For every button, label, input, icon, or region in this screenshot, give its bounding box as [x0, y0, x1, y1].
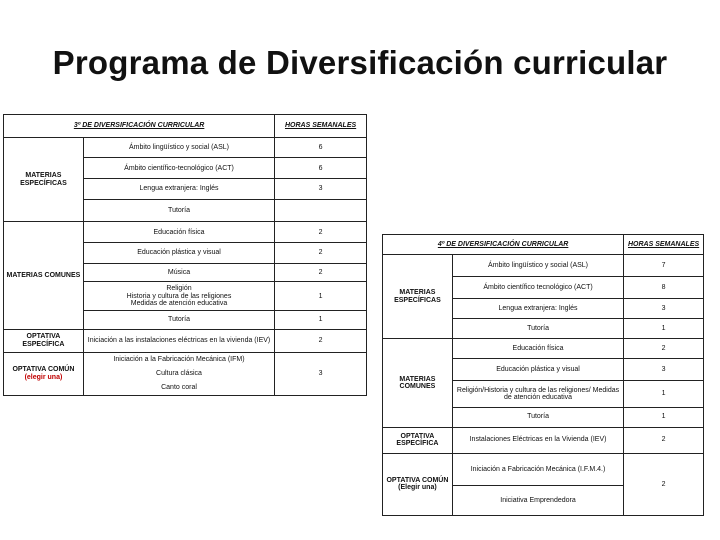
group-label: MATERIAS ESPECÍFICAS: [4, 137, 84, 222]
hours-cell: 1: [624, 407, 704, 427]
table-header: 3º DE DIVERSIFICACIÓN CURRICULAR: [4, 115, 275, 138]
hours-cell: 2: [624, 427, 704, 453]
hours-cell: [275, 199, 367, 222]
table-header: 4º DE DIVERSIFICACIÓN CURRICULAR: [383, 235, 624, 255]
table-3-diversificacion: [3, 114, 367, 396]
subject-cell: Iniciativa Emprendedora: [452, 485, 623, 515]
group-label-optativa-comun: [4, 352, 84, 395]
subject-cell: Educación plástica y visual: [452, 359, 623, 381]
hours-cell: 2: [275, 243, 367, 264]
subject-cell: Ámbito científico tecnológico (ACT): [452, 277, 623, 299]
subject-cell: Tutoría: [452, 407, 623, 427]
subject-cell: Lengua extranjera: Inglés: [452, 299, 623, 319]
group-note: (elegir una): [24, 373, 63, 381]
hours-cell: 3: [624, 299, 704, 319]
table-4-diversificacion: [382, 234, 704, 516]
subject-cell: Iniciación a la Fabricación Mecánica (IFM): [83, 352, 274, 366]
page-title: Programa de Diversificación curricular: [52, 44, 668, 81]
subject-cell: Ámbito lingüístico y social (ASL): [83, 137, 274, 158]
hours-header: HORAS SEMANALES: [275, 115, 367, 138]
subject-cell: Educación plástica y visual: [83, 243, 274, 264]
hours-cell: 2: [275, 329, 367, 352]
subject-cell: Religión/Historia y cultura de las religiones/ Medidas de atención educativa: [452, 381, 623, 407]
subject-cell: Iniciación a Fabricación Mecánica (I.F.M.4.): [452, 453, 623, 485]
subject-cell: Cultura clásica: [83, 367, 274, 381]
group-label: OPTATIVA ESPECÍFICA: [4, 329, 84, 352]
hours-cell: 2: [624, 453, 704, 515]
hours-cell: 2: [275, 222, 367, 243]
hours-cell: 1: [275, 282, 367, 311]
subject-cell: Canto coral: [83, 381, 274, 396]
hours-cell: 6: [275, 158, 367, 179]
subject-cell: Religión Historia y cultura de las religiones Medidas de atención educativa: [83, 282, 274, 311]
group-label: OPTATIVA COMÚN: [386, 477, 449, 484]
subject-cell: Tutoría: [83, 311, 274, 330]
hours-cell: 2: [624, 339, 704, 359]
group-label: OPTATIVA COMÚN: [12, 366, 75, 374]
group-note: (Elegir una): [398, 484, 437, 492]
group-label: MATERIAS COMUNES: [4, 222, 84, 329]
hours-header: HORAS SEMANALES: [624, 235, 704, 255]
hours-cell: 6: [275, 137, 367, 158]
subject-cell: Tutoría: [452, 319, 623, 339]
hours-cell: 1: [624, 381, 704, 407]
subject-cell: Tutoría: [83, 199, 274, 222]
hours-cell: 7: [624, 255, 704, 277]
subject-cell: Música: [83, 263, 274, 282]
group-label: OPTATIVA ESPECÍFICA: [383, 427, 453, 453]
subject-cell: Iniciación a las instalaciones eléctricas en la vivienda (IEV): [83, 329, 274, 352]
group-label-optativa-comun: [383, 453, 453, 515]
hours-cell: 3: [275, 352, 367, 395]
hours-cell: 1: [275, 311, 367, 330]
subject-cell: Lengua extranjera: Inglés: [83, 179, 274, 200]
hours-cell: 3: [275, 179, 367, 200]
subject-cell: Educación física: [452, 339, 623, 359]
group-label: MATERIAS ESPECÍFICAS: [383, 255, 453, 339]
subject-cell: Instalaciones Eléctricas en la Vivienda (IEV): [452, 427, 623, 453]
subject-cell: Ámbito lingüístico y social (ASL): [452, 255, 623, 277]
hours-cell: 1: [624, 319, 704, 339]
subject-cell: Educación física: [83, 222, 274, 243]
subject-cell: Ámbito científico-tecnológico (ACT): [83, 158, 274, 179]
hours-cell: 2: [275, 263, 367, 282]
hours-cell: 3: [624, 359, 704, 381]
group-label: MATERIAS COMUNES: [383, 339, 453, 427]
hours-cell: 8: [624, 277, 704, 299]
